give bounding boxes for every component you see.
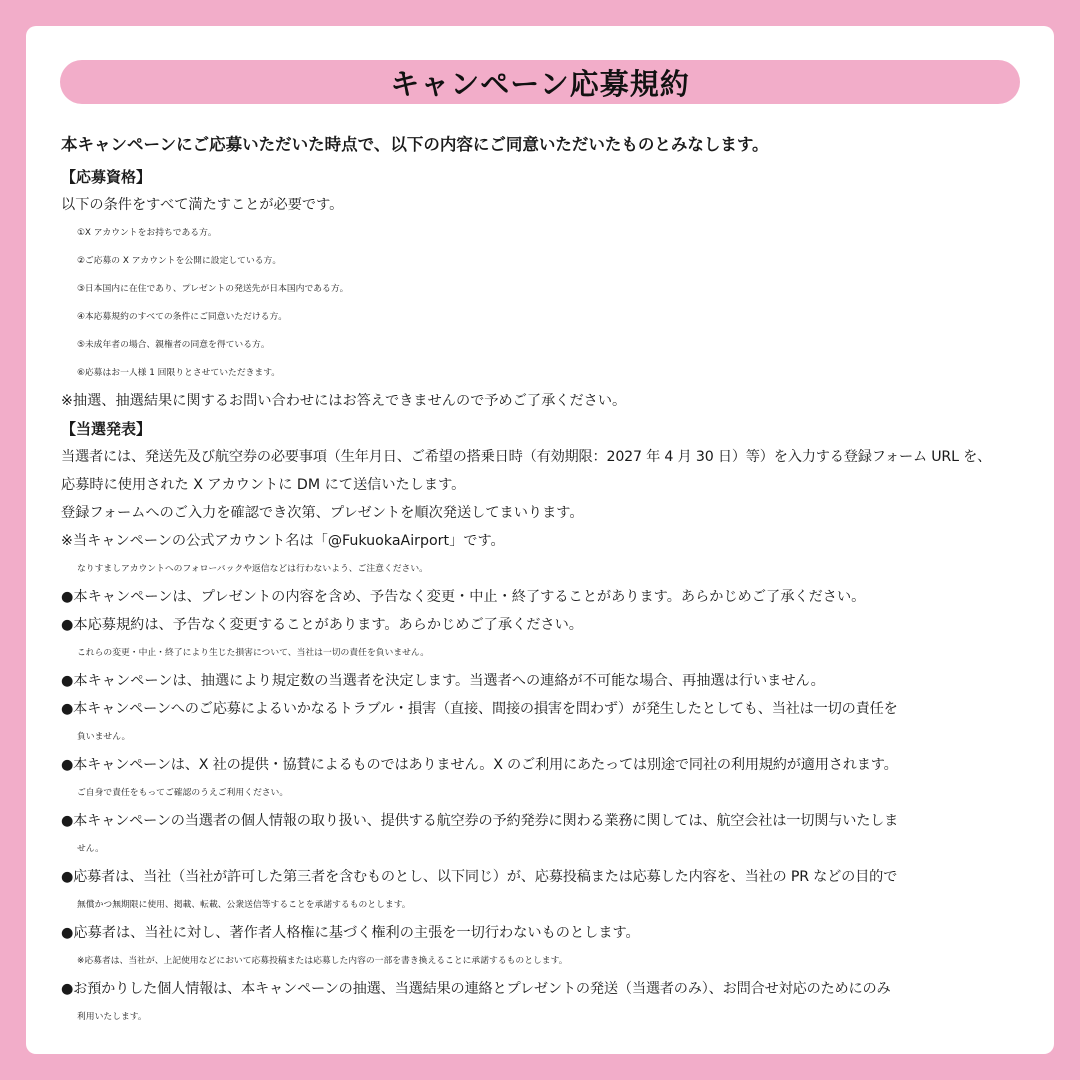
terms-line: 応募時に使用された X アカウントに DM にて送信いたします。 [61, 477, 466, 493]
terms-card [26, 26, 1054, 1054]
intro-text: 本キャンペーンにご応募いただいた時点で、以下の内容にご同意いただいたものとみなします。 [61, 135, 769, 154]
terms-line: ※抽選、抽選結果に関するお問い合わせにはお答えできませんので予めご了承ください。 [61, 393, 627, 409]
terms-content [61, 127, 1029, 1031]
section-heading: 【応募資格】 [61, 168, 152, 186]
terms-line: ③日本国内に在住であり、プレゼントの発送先が日本国内である方。 [77, 284, 349, 294]
terms-line: ②ご応募の X アカウントを公開に設定している方。 [77, 256, 282, 266]
terms-line: ●お預かりした個人情報は、本キャンペーンの抽選、当選結果の連絡とプレゼントの発送（当選者のみ）、お問合せ対応のためにのみ [61, 981, 891, 997]
terms-line: ※応募者は、当社が、上記使用などにおいて応募投稿または応募した内容の一部を書き換えることに承諾するものとします。 [77, 956, 568, 966]
terms-line: ⑤未成年者の場合、親権者の同意を得ている方。 [77, 340, 270, 350]
terms-list [61, 163, 1029, 1031]
terms-line: 無償かつ無期限に使用、掲載、転載、公衆送信等することを承諾するものとします。 [77, 900, 411, 910]
terms-line: 利用いたします。 [77, 1012, 147, 1022]
terms-line: 登録フォームへのご入力を確認でき次第、プレゼントを順次発送してまいります。 [61, 505, 584, 521]
terms-line: ①X アカウントをお持ちである方。 [77, 228, 217, 238]
terms-line: なりすましアカウントへのフォローバックや返信などは行わないよう、ご注意ください。 [77, 564, 428, 574]
terms-line: 以下の条件をすべて満たすことが必要です。 [61, 197, 344, 213]
title-bar [60, 60, 1020, 104]
terms-line: 当選者には、発送先及び航空券の必要事項（生年月日、ご希望の搭乗日時（有効期限：2027 年 4 月 30 日）等）を入力する登録フォーム URL を、 [61, 449, 992, 465]
terms-line: せん。 [77, 844, 104, 854]
section-heading: 【当選発表】 [61, 420, 152, 438]
terms-line: 負いません。 [77, 732, 131, 742]
terms-line: ④本応募規約のすべての条件にご同意いただける方。 [77, 312, 288, 322]
terms-line: ※当キャンペーンの公式アカウント名は「@FukuokaAirport」です。 [61, 533, 505, 549]
page-title: キャンペーン応募規約 [390, 66, 690, 101]
terms-line: ⑥応募はお一人様 1 回限りとさせていただきます。 [77, 368, 281, 378]
terms-line: ●応募者は、当社（当社が許可した第三者を含むものとし、以下同じ）が、応募投稿または応募した内容を、当社の PR などの目的で [61, 869, 898, 885]
terms-line: ●本キャンペーンの当選者の個人情報の取り扱い、提供する航空券の予約発券に関わる業務に関しては、航空会社は一切関与いたしま [61, 813, 899, 829]
terms-line: ●本キャンペーンは、プレゼントの内容を含め、予告なく変更・中止・終了することがあります。あらかじめご了承ください。 [61, 589, 866, 605]
terms-line: ●応募者は、当社に対し、著作者人格権に基づく権利の主張を一切行わないものとします。 [61, 925, 640, 941]
terms-line: ●本応募規約は、予告なく変更することがあります。あらかじめご了承ください。 [61, 617, 583, 633]
terms-line: ●本キャンペーンは、X 社の提供・協賛によるものではありません。X のご利用にあたっては別途で同社の利用規約が適用されます。 [61, 757, 898, 773]
terms-line: これらの変更・中止・終了により生じた損害について、当社は一切の責任を負いません。 [77, 648, 430, 658]
terms-line: ご自身で責任をもってご確認のうえご利用ください。 [77, 788, 289, 798]
terms-line: ●本キャンペーンは、抽選により規定数の当選者を決定します。当選者への連絡が不可能な場合、再抽選は行いません。 [61, 673, 825, 689]
terms-line: ●本キャンペーンへのご応募によるいかなるトラブル・損害（直接、間接の損害を問わず）が発生したとしても、当社は一切の責任を [61, 701, 898, 717]
